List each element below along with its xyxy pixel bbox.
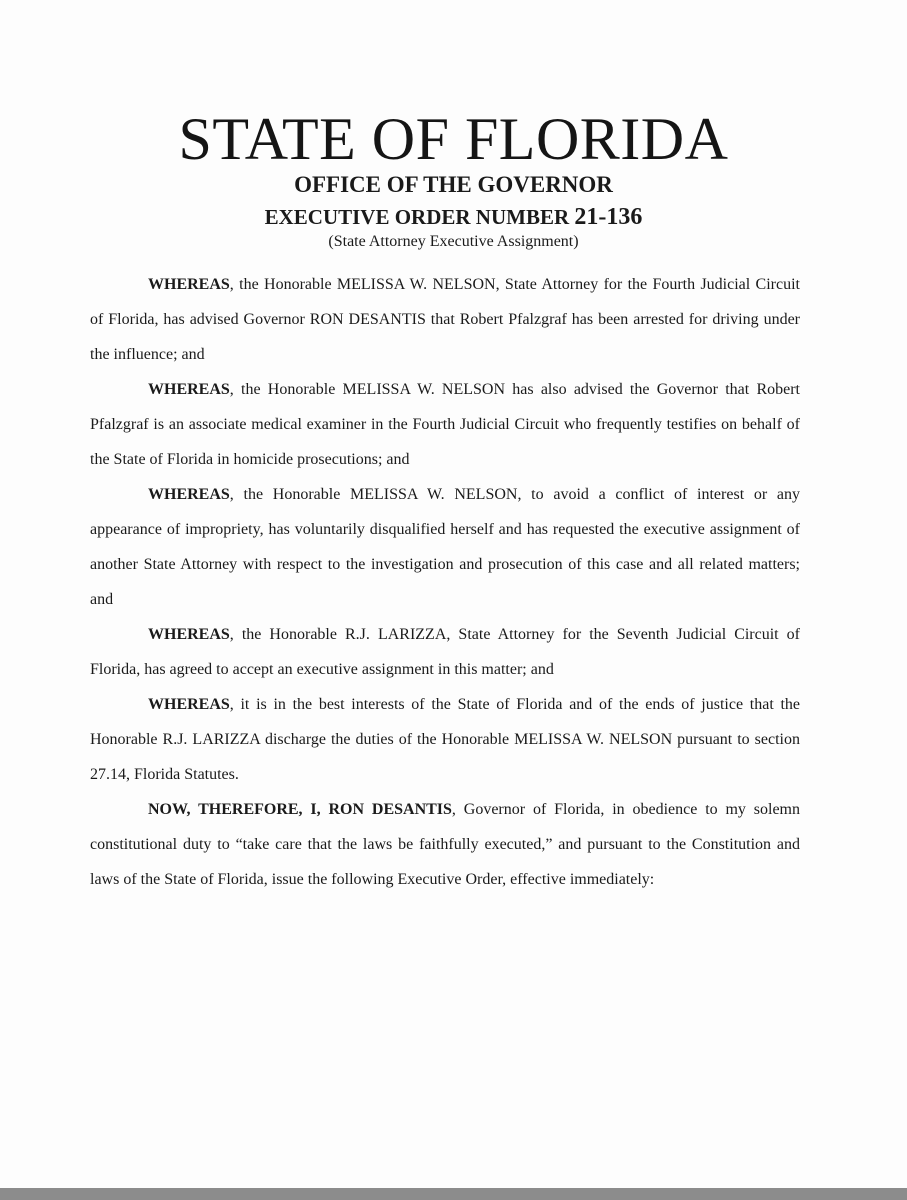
whereas-paragraph-5 xyxy=(90,687,800,792)
paragraph-lead: NOW, THEREFORE, I, RON DESANTIS xyxy=(148,801,452,818)
state-title: STATE OF FLORIDA xyxy=(178,106,729,172)
paragraph-lead: WHEREAS xyxy=(148,381,230,398)
whereas-paragraph-4 xyxy=(90,617,800,687)
whereas-paragraph-2 xyxy=(90,372,800,477)
paragraph-text: , the Honorable MELISSA W. NELSON, to avoid a conflict of interest or any appearance of impropriety, has voluntarily disqualified herself and has requested the executive assignment of another State Attorney with respect to the investigation and prosecution of this case and all related matters; and xyxy=(90,486,800,608)
whereas-paragraph-1 xyxy=(90,267,800,372)
paragraph-text: , the Honorable MELISSA W. NELSON, State Attorney for the Fourth Judicial Circuit of Florida, has advised Governor RON DESANTIS that Robert Pfalzgraf has been arrested for driving under the influence; and xyxy=(90,276,800,363)
paragraph-text: , Governor of Florida, in obedience to my solemn constitutional duty to “take care that the laws be faithfully executed,” and pursuant to the Constitution and laws of the State of Florida, issue the following Executive Order, effective immediately: xyxy=(90,801,800,888)
order-body xyxy=(90,267,800,897)
now-therefore-paragraph xyxy=(90,792,800,897)
paragraph-lead: WHEREAS xyxy=(148,626,230,643)
paragraph-lead: WHEREAS xyxy=(148,696,230,713)
paragraph-text: , it is in the best interests of the State of Florida and of the ends of justice that the Honorable R.J. LARIZZA discharge the duties of the Honorable MELISSA W. NELSON pursuant to section 27.14, Florida Statutes. xyxy=(90,696,800,783)
order-prefix: EXECUTIVE ORDER NUMBER xyxy=(264,205,570,229)
paragraph-lead: WHEREAS xyxy=(148,276,230,293)
paragraph-text: , the Honorable R.J. LARIZZA, State Attorney for the Seventh Judicial Circuit of Florida, has agreed to accept an executive assignment in this matter; and xyxy=(90,626,800,678)
order-subtitle: (State Attorney Executive Assignment) xyxy=(328,233,579,250)
paragraph-lead: WHEREAS xyxy=(148,486,230,503)
office-title: OFFICE OF THE GOVERNOR xyxy=(294,172,613,197)
executive-order-heading xyxy=(0,203,907,231)
order-number: 21-136 xyxy=(574,204,643,230)
whereas-paragraph-3 xyxy=(90,477,800,617)
scan-bottom-edge xyxy=(0,1188,907,1200)
paragraph-text: , the Honorable MELISSA W. NELSON has also advised the Governor that Robert Pfalzgraf is an associate medical examiner in the Fourth Judicial Circuit who frequently testifies on behalf of the State of Florida in homicide prosecutions; and xyxy=(90,381,800,468)
